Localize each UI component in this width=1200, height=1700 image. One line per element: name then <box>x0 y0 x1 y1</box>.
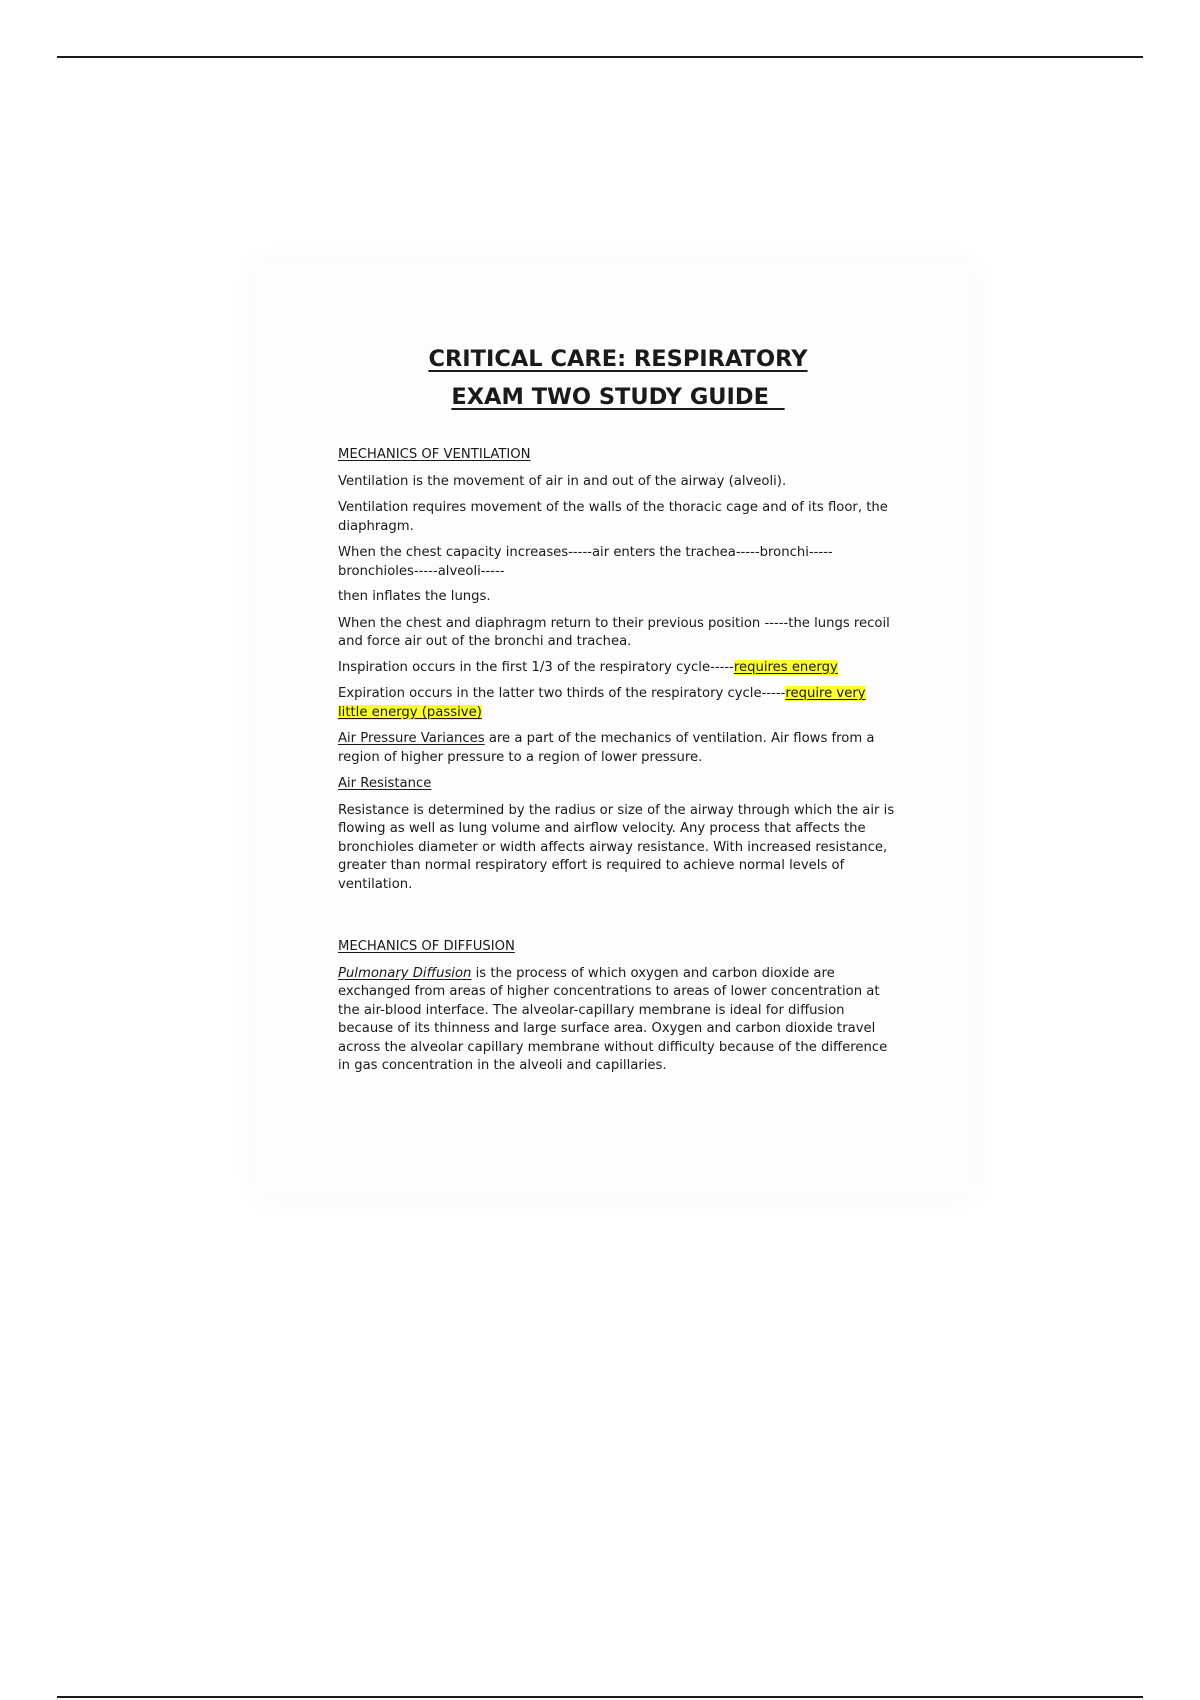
paragraph-air-pressure <box>338 730 898 767</box>
subheading-air-resistance: Air Resistance <box>338 776 432 791</box>
highlight-requires-energy: requires energy <box>733 659 838 675</box>
title-line-1: CRITICAL CARE: RESPIRATORY <box>428 346 808 372</box>
highlight-passive: require very little energy (passive) <box>338 686 866 720</box>
inspiration-text: Inspiration occurs in the first 1/3 of the respiratory cycle----- <box>338 659 734 675</box>
paragraph: When the chest capacity increases-----air enters the trachea-----bronchi----- bronchioles-----alveoli----- <box>338 545 833 579</box>
document-title <box>338 340 898 416</box>
term-air-pressure-variances: Air Pressure Variances <box>338 731 485 746</box>
paragraph: then inflates the lungs. <box>338 589 491 604</box>
paragraph-inspiration <box>338 659 898 678</box>
title-line-2: EXAM TWO STUDY GUIDE <box>451 384 785 410</box>
paragraph: Ventilation is the movement of air in and out of the airway (alveoli). <box>338 473 787 489</box>
document-body <box>338 340 898 1076</box>
bottom-divider <box>57 1696 1143 1698</box>
top-divider <box>57 56 1143 58</box>
paragraph: Ventilation requires movement of the walls of the thoracic cage and of its floor, the diaphragm. <box>338 500 888 534</box>
air-pressure-text: are a part of the mechanics of ventilation. Air flows from a region of higher pressure to a region of lower pressure. <box>338 731 875 765</box>
paragraph: Resistance is determined by the radius or size of the airway through which the air is flowing as well as lung volume and airflow velocity. Any process that affects the bronchioles diameter or width affects airway resistance. With increased resistance, greater than normal respiratory effort is required to achieve normal levels of ventilation. <box>338 802 895 892</box>
term-pulmonary-diffusion: Pulmonary Diffusion <box>338 965 472 981</box>
section-heading-diffusion: MECHANICS OF DIFFUSION <box>338 939 515 954</box>
section-heading-ventilation: MECHANICS OF VENTILATION <box>338 447 531 462</box>
pulmonary-diffusion-text: is the process of which oxygen and carbon dioxide are exchanged from areas of higher concentrations to areas of lower concentration at the air-blood interface. The alveolar-capillary membrane is ideal for diffusion because of its thinness and large surface area. Oxygen and carbon dioxide travel across the alveolar capillary membrane without difficulty because of the difference in gas concentration in the alveoli and capillaries. <box>338 965 888 1073</box>
paragraph: When the chest and diaphragm return to their previous position -----the lungs recoil and force air out of the bronchi and trachea. <box>338 615 890 649</box>
paragraph-pulmonary-diffusion <box>338 965 898 1076</box>
expiration-text: Expiration occurs in the latter two thirds of the respiratory cycle----- <box>338 686 786 701</box>
paragraph-expiration <box>338 685 898 722</box>
